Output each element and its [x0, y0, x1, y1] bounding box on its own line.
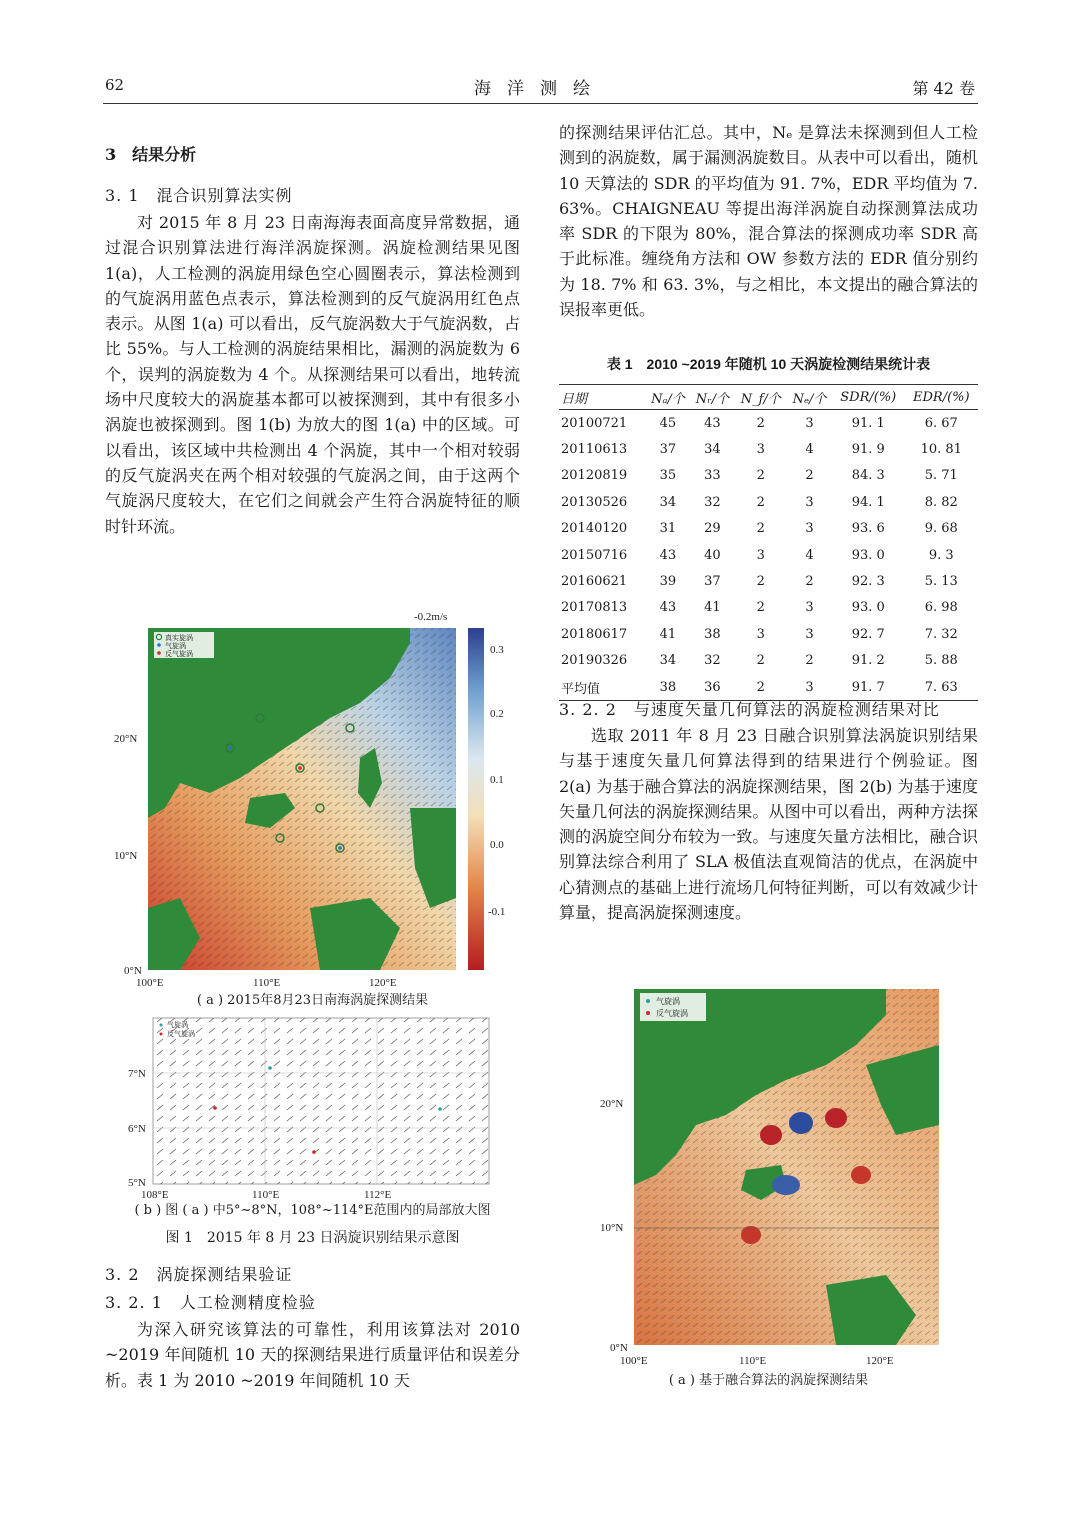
table-cell: 20170813: [561, 600, 628, 616]
table-cell: 2: [756, 494, 765, 510]
lat-label: 20°N: [114, 733, 138, 745]
section-3-title: 3 结果分析: [105, 145, 197, 164]
table-cell: 7. 32: [924, 626, 958, 642]
table-header-cell: Nᵣ/个: [690, 385, 734, 410]
table-cell: 34: [659, 653, 677, 669]
legend-anticyclone: 反气旋涡: [167, 1030, 195, 1038]
table-cell: 3: [787, 674, 832, 701]
table-cell: 45: [659, 415, 677, 431]
legend-cyclone: 气旋涡: [165, 642, 186, 650]
table-cell: 20160621: [561, 574, 628, 590]
table-cell: 40: [704, 547, 721, 563]
table-cell: 3: [756, 547, 765, 563]
table-cell: 93. 6: [851, 521, 885, 537]
section-3-1-body: [105, 210, 520, 539]
table-cell: 37: [659, 442, 677, 458]
table-cell: 9. 68: [924, 521, 958, 537]
table-cell: 84. 3: [851, 468, 885, 484]
section-3-1-title: 3. 1 混合识别算法实例: [105, 186, 293, 205]
figure-1b-caption: ( b ) 图 ( a ) 中5°~8°N，108°~114°E范围内的局部放大图: [134, 1203, 491, 1218]
table-cell: 2: [756, 468, 765, 484]
table-row: [559, 568, 978, 594]
lon-label: 108°E: [141, 1189, 169, 1201]
figure-2a-caption: ( a ) 基于融合算法的涡旋探测结果: [668, 1373, 869, 1388]
section-3-2-1-body: [105, 1317, 520, 1393]
table-cell: 3: [805, 494, 814, 510]
lat-label: 20°N: [600, 1098, 624, 1110]
table-cell: 20150716: [561, 547, 628, 563]
table-cell: 3: [805, 415, 814, 431]
section-3-2-1-paragraph: 为深入研究该算法的可靠性，利用该算法对 2010 ~2019 年间随机 10 天的探测结果进行质量评估和误差分析。表 1 为 2010 ~2019 年间随机 10 天: [105, 1320, 520, 1390]
journal-title: 海洋测绘: [474, 79, 606, 99]
table-cell: 2: [756, 574, 765, 590]
header-rule: [103, 103, 978, 104]
table-cell: 92. 3: [851, 574, 885, 590]
table-cell: 5. 13: [924, 574, 958, 590]
table-header-cell: Nₐ/个: [646, 385, 691, 410]
figure-1-title: 图 1 2015 年 8 月 23 日涡旋识别结果示意图: [165, 1230, 460, 1246]
table-cell: 31: [659, 521, 677, 537]
lat-label: 0°N: [124, 965, 142, 977]
table-cell: 20190326: [561, 653, 628, 669]
table-header-cell: Nₑ/个: [787, 385, 832, 410]
table-header-row: [559, 385, 978, 410]
table-cell: 29: [704, 521, 721, 537]
legend-cyclone: 气旋涡: [656, 997, 680, 1006]
table-cell: 41: [704, 600, 721, 616]
table-cell: 32: [704, 494, 721, 510]
table-cell: 20130526: [561, 494, 628, 510]
lat-label: 10°N: [114, 850, 138, 862]
table-cell: 4: [805, 442, 814, 458]
colorbar-label: -0.2m/s: [414, 611, 448, 623]
table-cell: 2: [734, 674, 787, 701]
table-cell: 2: [756, 415, 765, 431]
table-cell: 3: [756, 442, 765, 458]
table-cell: 20110613: [561, 442, 628, 458]
figure-2a: [596, 985, 941, 1370]
table-row: [559, 410, 978, 437]
colorbar-tick: 0.2: [490, 708, 504, 720]
colorbar-tick: 0.3: [490, 644, 504, 656]
table-cell: 6. 98: [924, 600, 958, 616]
table-header-cell: N_f/个: [734, 385, 787, 410]
table-body: [559, 410, 978, 701]
legend-real-eddy: 真实旋涡: [165, 634, 193, 642]
table-header-cell: 日期: [559, 385, 646, 410]
table-cell: 34: [659, 494, 677, 510]
lat-label: 6°N: [128, 1123, 146, 1135]
section-3-2-1-title: 3. 2. 1 人工检测精度检验: [105, 1293, 316, 1312]
table-cell: 7. 63: [905, 674, 978, 701]
table-row: [559, 595, 978, 621]
colorbar: [468, 628, 484, 970]
table-cell: 39: [659, 574, 677, 590]
table-row: [559, 516, 978, 542]
lon-label: 110°E: [739, 1355, 767, 1367]
legend-anticyclone: 反气旋涡: [165, 650, 193, 658]
table-cell: 20120819: [561, 468, 628, 484]
table-cell: 2: [805, 653, 814, 669]
table-cell: 5. 71: [924, 468, 958, 484]
table-cell: 5. 88: [924, 653, 958, 669]
table-cell: 10. 81: [920, 442, 962, 458]
colorbar-tick: -0.1: [488, 906, 506, 918]
lat-label: 5°N: [128, 1177, 146, 1189]
table-cell: 2: [756, 600, 765, 616]
table-cell: 4: [805, 547, 814, 563]
table-cell: 43: [659, 547, 677, 563]
table-cell: 3: [756, 626, 765, 642]
figure-1b: [128, 1014, 493, 1202]
table-cell: 91. 9: [851, 442, 885, 458]
lon-label: 120°E: [866, 1355, 894, 1367]
table-cell: 38: [646, 674, 691, 701]
lat-label: 0°N: [610, 1342, 628, 1354]
section-3-2-2-title: 3. 2. 2 与速度矢量几何算法的涡旋检测结果对比: [559, 700, 940, 719]
right-paragraph: 的探测结果评估汇总。其中，Nₑ 是算法未探测到但人工检测到的涡旋数，属于漏测涡旋数目。从表中可以看出，随机 10 天算法的 SDR 的平均值为 91. 7%，EDR 平均值为 7. 63%。CHAIGNEAU 等提出海洋涡旋自动探测算法成功率 SDR 的下限为 80%，混合算法的探测成功率 SDR 高于此标准。缠绕角方法和 OW 参数方法的 EDR 值分别约为 18. 7% 和 63. 3%，与之相比，本文提出的融合算法的误报率更低。: [559, 123, 978, 320]
table-cell: 3: [805, 521, 814, 537]
lon-label: 110°E: [253, 977, 281, 988]
lon-label: 110°E: [252, 1189, 280, 1201]
section-3-2-2-paragraph: 选取 2011 年 8 月 23 日融合识别算法涡旋识别结果与基于速度矢量几何算法得到的结果进行个例验证。图 2(a) 为基于融合算法的涡旋探测结果，图 2(b) 为基于速度矢量几何法的涡旋探测结果。从图中可以看出，两种方法探测的涡旋空间分布较为一致。与速度矢量方法相比，融合识别算法综合利用了 SLA 极值法直观简洁的优点，在涡旋中心猜测点的基础上进行流场几何特征判断，可以有效减少计算量，提高涡旋探测速度。: [559, 726, 978, 923]
lon-label: 100°E: [136, 977, 164, 988]
lat-label: 10°N: [600, 1222, 624, 1234]
lon-label: 100°E: [620, 1355, 648, 1367]
table-cell: 6. 67: [924, 415, 958, 431]
table-cell: 41: [659, 626, 677, 642]
legend-cyclone: 气旋涡: [167, 1021, 188, 1029]
table-row: [559, 489, 978, 515]
colorbar-tick: 0.0: [490, 839, 504, 851]
legend-anticyclone: 反气旋涡: [656, 1009, 688, 1018]
table-cell: 36: [690, 674, 734, 701]
table-1-caption: 表 1 2010 ~2019 年随机 10 天涡旋检测结果统计表: [606, 356, 931, 372]
table-cell: 91. 2: [851, 653, 885, 669]
table-cell: 2: [805, 574, 814, 590]
colorbar-tick: 0.1: [490, 774, 504, 786]
table-row: [559, 463, 978, 489]
table-header-cell: EDR/(%): [905, 385, 978, 410]
table-cell: 43: [659, 600, 677, 616]
table-cell: 20140120: [561, 521, 628, 537]
table-header-cell: SDR/(%): [832, 385, 905, 410]
right-column-body: [559, 120, 978, 322]
table-cell: 35: [659, 468, 677, 484]
volume-label: 第 42 卷: [912, 79, 975, 98]
table-cell: 20100721: [561, 415, 628, 431]
table-cell: 43: [704, 415, 721, 431]
table-cell: 92. 7: [851, 626, 885, 642]
lon-label: 112°E: [364, 1189, 392, 1201]
table-cell: 94. 1: [851, 494, 885, 510]
table-cell: 3: [805, 626, 814, 642]
table-cell: 93. 0: [851, 600, 885, 616]
table-cell: 2: [756, 521, 765, 537]
table-cell: 34: [704, 442, 721, 458]
table-cell: 2: [756, 653, 765, 669]
page-number: 62: [105, 76, 125, 94]
lat-label: 7°N: [128, 1068, 146, 1080]
lon-label: 120°E: [369, 977, 397, 988]
table-cell: 9. 3: [928, 547, 954, 563]
section-3-1-paragraph: 对 2015 年 8 月 23 日南海海表面高度异常数据，通过混合识别算法进行海洋涡旋探测。涡旋检测结果见图 1(a)，人工检测的涡旋用绿色空心圆圈表示，算法检测到的气旋涡用蓝色点表示，算法检测到的反气旋涡用红色点表示。从图 1(a) 可以看出，反气旋涡数大于气旋涡数，占比 55%。与人工检测的涡旋结果相比，漏测的涡旋数为 6 个，误判的涡旋数为 4 个。从探测结果可以看出，地转流场中尺度较大的涡旋基本都可以被探测到，其中有很多小涡旋也被探测到。图 1(b) 为放大的图 1(a) 中的区域。可以看出，该区域中共检测出 4 个涡旋，其中一个相对较弱的反气旋涡夹在两个相对较强的气旋涡之间，由于这两个气旋涡尺度较大，在它们之间就会产生符合涡旋特征的顺时针环流。: [105, 213, 520, 536]
table-row: [559, 621, 978, 647]
table-cell: 20180617: [561, 626, 628, 642]
table-cell: 37: [704, 574, 721, 590]
table-cell: 91. 1: [851, 415, 885, 431]
table-row: [559, 648, 978, 674]
table-cell: 8. 82: [924, 494, 958, 510]
table-row: [559, 436, 978, 462]
section-3-2-title: 3. 2 涡旋探测结果验证: [105, 1265, 293, 1284]
table-cell: 38: [704, 626, 721, 642]
section-3-2-2-body: [559, 723, 978, 925]
table-cell: 91. 7: [832, 674, 905, 701]
table-cell: 93. 0: [851, 547, 885, 563]
table-cell: 33: [704, 468, 721, 484]
table-row: [559, 542, 978, 568]
figure-1a-caption: ( a ) 2015年8月23日南海涡旋探测结果: [196, 993, 429, 1008]
table-cell: 2: [805, 468, 814, 484]
table-1: [559, 384, 978, 701]
table-cell: 平均值: [559, 674, 646, 701]
table-cell: 32: [704, 653, 721, 669]
figure-1a: [110, 608, 520, 988]
table-cell: 3: [805, 600, 814, 616]
